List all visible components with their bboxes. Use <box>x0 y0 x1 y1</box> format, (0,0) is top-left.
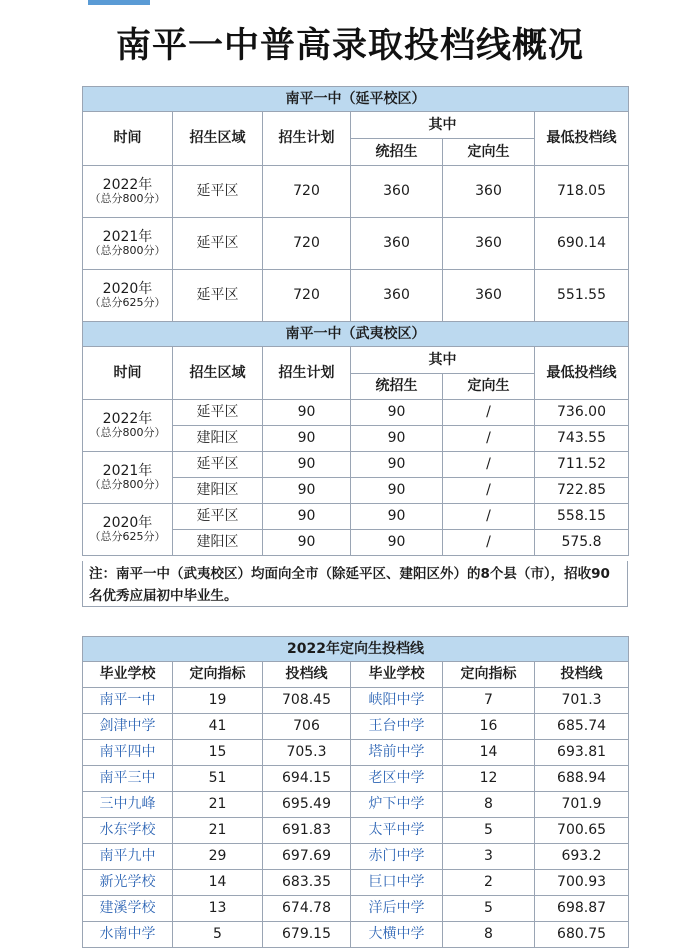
year-cell <box>83 400 173 452</box>
score-cell: 694.15 <box>263 766 351 792</box>
year-cell <box>83 452 173 504</box>
min-score-cell: 558.15 <box>535 504 629 530</box>
table-row <box>83 166 629 218</box>
min-score-cell: 551.55 <box>535 270 629 322</box>
column-header: 定向指标 <box>443 662 535 688</box>
table-row <box>83 218 629 270</box>
school-name-cell: 太平中学 <box>351 818 443 844</box>
header-min-score: 最低投档线 <box>535 347 629 400</box>
quota-cell: 5 <box>173 922 263 948</box>
column-header: 投档线 <box>535 662 629 688</box>
score-cell: 693.81 <box>535 740 629 766</box>
score-cell: 680.75 <box>535 922 629 948</box>
quota-cell: 19 <box>173 688 263 714</box>
school-name-cell: 王台中学 <box>351 714 443 740</box>
table-row <box>83 766 629 792</box>
table-row <box>83 922 629 948</box>
table-row <box>83 400 629 426</box>
table-row <box>83 818 629 844</box>
school-name-cell: 峡阳中学 <box>351 688 443 714</box>
table-row <box>83 452 629 478</box>
header-unified: 统招生 <box>351 139 443 166</box>
header-plan: 招生计划 <box>263 112 351 166</box>
quota-cell: 14 <box>173 870 263 896</box>
region-cell: 延平区 <box>173 504 263 530</box>
score-cell: 706 <box>263 714 351 740</box>
table-row <box>83 870 629 896</box>
score-cell: 705.3 <box>263 740 351 766</box>
school-name-cell: 大横中学 <box>351 922 443 948</box>
top-accent-bar <box>88 0 150 5</box>
directed-cell: / <box>443 426 535 452</box>
header-region: 招生区域 <box>173 347 263 400</box>
unified-cell: 360 <box>351 270 443 322</box>
table-row <box>83 714 629 740</box>
directed-cell: / <box>443 478 535 504</box>
page-title: 南平一中普高录取投档线概况 <box>115 26 584 66</box>
min-score-cell: 711.52 <box>535 452 629 478</box>
score-cell: 700.93 <box>535 870 629 896</box>
column-header: 毕业学校 <box>351 662 443 688</box>
region-cell: 延平区 <box>173 400 263 426</box>
min-score-cell: 722.85 <box>535 478 629 504</box>
region-cell: 延平区 <box>173 452 263 478</box>
quota-cell: 15 <box>173 740 263 766</box>
quota-cell: 12 <box>443 766 535 792</box>
directed-cell: 360 <box>443 270 535 322</box>
directed-table-title: 2022年定向生投档线 <box>83 637 629 662</box>
region-cell: 延平区 <box>173 218 263 270</box>
directed-cell: / <box>443 530 535 556</box>
quota-cell: 41 <box>173 714 263 740</box>
plan-cell: 90 <box>263 400 351 426</box>
score-cell: 693.2 <box>535 844 629 870</box>
school-name-cell: 南平四中 <box>83 740 173 766</box>
header-min-score: 最低投档线 <box>535 112 629 166</box>
school-name-cell: 巨口中学 <box>351 870 443 896</box>
school-name-cell: 赤门中学 <box>351 844 443 870</box>
school-name-cell: 水东学校 <box>83 818 173 844</box>
column-header: 毕业学校 <box>83 662 173 688</box>
quota-cell: 21 <box>173 792 263 818</box>
table-row <box>83 740 629 766</box>
plan-cell: 720 <box>263 270 351 322</box>
school-name-cell: 剑津中学 <box>83 714 173 740</box>
school-name-cell: 水南中学 <box>83 922 173 948</box>
total-score-label: （总分800分） <box>89 244 166 258</box>
total-score-label: （总分625分） <box>89 296 166 310</box>
quota-cell: 8 <box>443 922 535 948</box>
quota-cell: 51 <box>173 766 263 792</box>
school-name-cell: 洋后中学 <box>351 896 443 922</box>
score-cell: 691.83 <box>263 818 351 844</box>
table-row <box>83 896 629 922</box>
year-cell <box>83 166 173 218</box>
year-cell <box>83 504 173 556</box>
header-time: 时间 <box>83 347 173 400</box>
score-cell: 695.49 <box>263 792 351 818</box>
region-cell: 建阳区 <box>173 426 263 452</box>
school-name-cell: 南平九中 <box>83 844 173 870</box>
region-cell: 建阳区 <box>173 478 263 504</box>
score-cell: 674.78 <box>263 896 351 922</box>
region-cell: 延平区 <box>173 270 263 322</box>
unified-cell: 90 <box>351 452 443 478</box>
plan-cell: 720 <box>263 166 351 218</box>
min-score-cell: 575.8 <box>535 530 629 556</box>
directed-cell: 360 <box>443 166 535 218</box>
score-cell: 701.3 <box>535 688 629 714</box>
school-name-cell: 塔前中学 <box>351 740 443 766</box>
plan-cell: 90 <box>263 530 351 556</box>
unified-cell: 360 <box>351 166 443 218</box>
directed-cell: / <box>443 400 535 426</box>
score-cell: 698.87 <box>535 896 629 922</box>
quota-cell: 2 <box>443 870 535 896</box>
table-row <box>83 688 629 714</box>
year-label: 2020年 <box>102 515 153 532</box>
unified-cell: 90 <box>351 530 443 556</box>
unified-cell: 90 <box>351 426 443 452</box>
score-cell: 688.94 <box>535 766 629 792</box>
quota-cell: 13 <box>173 896 263 922</box>
school-name-cell: 老区中学 <box>351 766 443 792</box>
quota-cell: 5 <box>443 818 535 844</box>
quota-cell: 8 <box>443 792 535 818</box>
total-score-label: （总分625分） <box>89 530 166 544</box>
plan-cell: 90 <box>263 452 351 478</box>
school-name-cell: 南平一中 <box>83 688 173 714</box>
directed-cell: / <box>443 452 535 478</box>
table-row <box>83 844 629 870</box>
yanping-campus-table <box>82 86 629 322</box>
year-cell <box>83 270 173 322</box>
directed-cell: 360 <box>443 218 535 270</box>
score-cell: 708.45 <box>263 688 351 714</box>
table-row <box>83 792 629 818</box>
plan-cell: 90 <box>263 426 351 452</box>
score-cell: 701.9 <box>535 792 629 818</box>
plan-cell: 720 <box>263 218 351 270</box>
quota-cell: 29 <box>173 844 263 870</box>
directed-score-table <box>82 636 629 948</box>
wuyi-note: 注：南平一中（武夷校区）均面向全市（除延平区、建阳区外）的8个县（市），招收90名优秀应届初中毕业生。 <box>82 561 628 607</box>
region-cell: 延平区 <box>173 166 263 218</box>
school-name-cell: 建溪学校 <box>83 896 173 922</box>
quota-cell: 21 <box>173 818 263 844</box>
directed-cell: / <box>443 504 535 530</box>
header-among: 其中 <box>351 347 535 374</box>
column-header: 定向指标 <box>173 662 263 688</box>
unified-cell: 360 <box>351 218 443 270</box>
quota-cell: 16 <box>443 714 535 740</box>
min-score-cell: 736.00 <box>535 400 629 426</box>
year-cell <box>83 218 173 270</box>
table-row <box>83 504 629 530</box>
plan-cell: 90 <box>263 478 351 504</box>
campus-title: 南平一中（武夷校区） <box>83 322 629 347</box>
min-score-cell: 743.55 <box>535 426 629 452</box>
score-cell: 683.35 <box>263 870 351 896</box>
header-unified: 统招生 <box>351 374 443 400</box>
header-directed: 定向生 <box>443 139 535 166</box>
quota-cell: 7 <box>443 688 535 714</box>
year-label: 2020年 <box>102 281 153 298</box>
header-time: 时间 <box>83 112 173 166</box>
min-score-cell: 690.14 <box>535 218 629 270</box>
wuyi-campus-table <box>82 321 629 556</box>
year-label: 2022年 <box>102 411 153 428</box>
total-score-label: （总分800分） <box>89 426 166 440</box>
unified-cell: 90 <box>351 478 443 504</box>
year-label: 2021年 <box>102 463 153 480</box>
score-cell: 697.69 <box>263 844 351 870</box>
school-name-cell: 南平三中 <box>83 766 173 792</box>
year-label: 2021年 <box>102 229 153 246</box>
school-name-cell: 三中九峰 <box>83 792 173 818</box>
unified-cell: 90 <box>351 504 443 530</box>
directed-table-header <box>83 662 629 688</box>
school-name-cell: 炉下中学 <box>351 792 443 818</box>
table-row <box>83 270 629 322</box>
header-plan: 招生计划 <box>263 347 351 400</box>
quota-cell: 5 <box>443 896 535 922</box>
header-region: 招生区域 <box>173 112 263 166</box>
min-score-cell: 718.05 <box>535 166 629 218</box>
header-among: 其中 <box>351 112 535 139</box>
school-name-cell: 新光学校 <box>83 870 173 896</box>
score-cell: 685.74 <box>535 714 629 740</box>
total-score-label: （总分800分） <box>89 192 166 206</box>
header-directed: 定向生 <box>443 374 535 400</box>
total-score-label: （总分800分） <box>89 478 166 492</box>
quota-cell: 14 <box>443 740 535 766</box>
region-cell: 建阳区 <box>173 530 263 556</box>
campus-title: 南平一中（延平校区） <box>83 87 629 112</box>
quota-cell: 3 <box>443 844 535 870</box>
column-header: 投档线 <box>263 662 351 688</box>
score-cell: 679.15 <box>263 922 351 948</box>
year-label: 2022年 <box>102 177 153 194</box>
plan-cell: 90 <box>263 504 351 530</box>
unified-cell: 90 <box>351 400 443 426</box>
score-cell: 700.65 <box>535 818 629 844</box>
